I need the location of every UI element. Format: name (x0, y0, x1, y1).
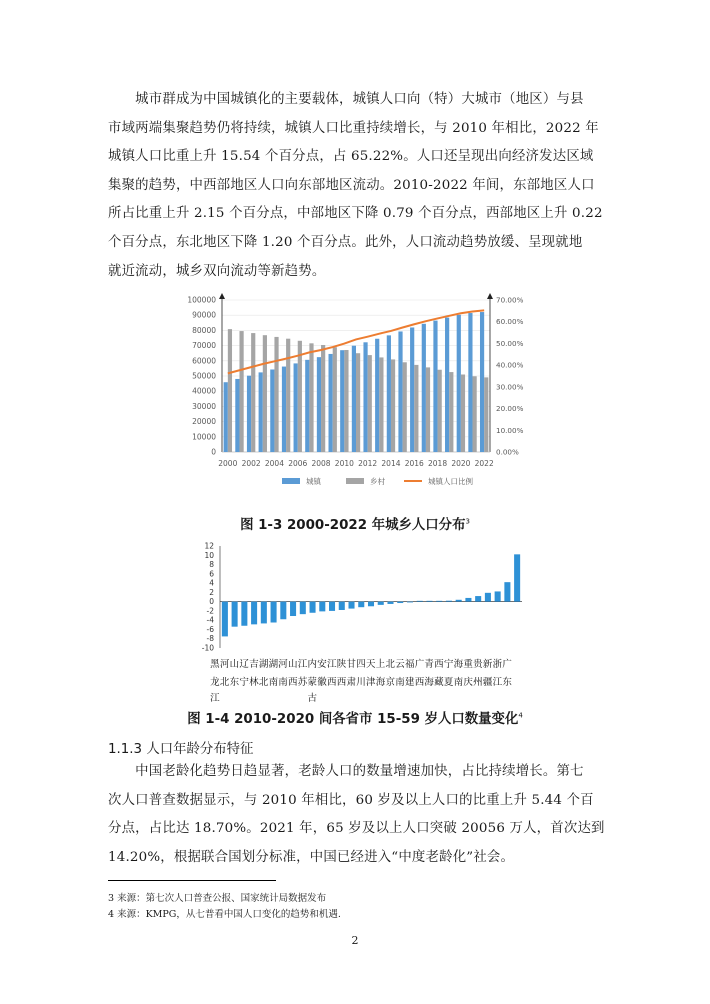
province-label: 庆 (463, 677, 473, 688)
x-tick-label: 2022 (474, 459, 494, 468)
province-label: 肃 (346, 677, 357, 688)
province-bar (378, 602, 384, 605)
province-label: 南 (395, 677, 405, 688)
province-label: 吉 (249, 659, 259, 670)
rural-bar (228, 329, 232, 452)
text-line: 分点，占比达 18.70%。2021 年，65 岁及以上人口突破 20056 万人，首次达到 (108, 821, 605, 837)
urban-bar (270, 369, 274, 452)
province-bar (387, 602, 393, 604)
legend-label: 城镇人口比例 (428, 477, 473, 486)
province-label: 林 (249, 677, 259, 688)
province-label: 山 (288, 659, 298, 670)
figure-2-caption (0, 708, 710, 727)
province-label: 安 (317, 659, 327, 670)
province-label: 青 (424, 659, 434, 670)
urban-bar (235, 379, 239, 452)
footnote-4: 4 来源：KMPG，从七普看中国人口变化的趋势和机遇. (108, 909, 341, 920)
province-bar (358, 602, 364, 608)
province-bar (280, 602, 286, 620)
province-label: 上 (375, 659, 386, 670)
y2-axis-arrow (487, 293, 493, 299)
y-tick-label: -6 (206, 624, 214, 634)
province-label: 蒙 (307, 677, 318, 688)
province-label: 江 (327, 659, 337, 670)
province-bar (436, 601, 442, 602)
province-label: 西 (336, 677, 347, 688)
province-label: 四 (356, 659, 366, 670)
province-label: 山 (229, 659, 240, 670)
province-bar (310, 602, 316, 613)
province-bar (232, 602, 238, 627)
y-tick-label: 20000 (192, 417, 216, 427)
province-bar (485, 593, 491, 602)
province-label: 云 (395, 659, 405, 670)
province-label: 江 (297, 659, 308, 670)
province-bar (495, 591, 501, 601)
urban-bar (340, 350, 344, 452)
province-label: 海 (424, 677, 434, 688)
y-tick-label: 4 (209, 578, 214, 588)
province-population-change-chart (190, 540, 530, 704)
y-tick-label: 60000 (192, 356, 216, 366)
province-label: 江 (492, 677, 503, 688)
urban-bar (457, 315, 461, 452)
text-line: 城市群成为中国城镇化的主要载体，城镇人口向（特）大城市（地区）与县 (108, 92, 584, 107)
y-tick-label: 30000 (192, 401, 216, 411)
urban-bar (375, 339, 379, 452)
province-bar (300, 602, 306, 615)
y2-tick-label: 70.00% (496, 295, 524, 305)
x-tick-label: 2008 (311, 459, 331, 468)
province-bar (319, 602, 325, 612)
province-label: 新 (482, 659, 493, 670)
province-label: 苏 (297, 677, 308, 688)
y-tick-label: 2 (209, 587, 214, 597)
footnote-ref-3: 3 (465, 517, 470, 526)
province-label: 北 (385, 659, 395, 670)
y2-tick-label: 50.00% (496, 338, 524, 348)
x-tick-label: 2020 (451, 459, 471, 468)
intro-paragraph (108, 86, 608, 286)
y-tick-label: 90000 (192, 310, 216, 320)
y-tick-label: 50000 (192, 371, 216, 381)
province-bar (514, 554, 520, 601)
y2-tick-label: 0.00% (496, 447, 519, 457)
urban-bar (468, 313, 472, 452)
rural-bar (403, 362, 407, 452)
province-bar (271, 602, 277, 623)
province-bar (397, 602, 403, 603)
x-tick-label: 2010 (334, 459, 354, 468)
province-label: 江 (210, 693, 220, 704)
province-label: 龙 (210, 677, 220, 688)
province-label: 西 (288, 677, 298, 688)
y2-tick-label: 60.00% (496, 317, 524, 327)
province-label: 徽 (317, 677, 327, 688)
x-tick-label: 2016 (404, 459, 424, 468)
province-label: 河 (278, 659, 288, 670)
y-axis-arrow (219, 293, 225, 299)
province-label: 东 (502, 677, 512, 688)
province-bar (339, 602, 345, 610)
x-tick-label: 2004 (264, 459, 284, 468)
text-line: 就近流动，城乡双向流动等新趋势。 (108, 263, 326, 279)
legend-label: 城镇 (306, 477, 321, 486)
y-tick-label: -4 (206, 615, 214, 625)
page-number: 2 (351, 934, 359, 947)
province-label: 京 (385, 677, 395, 688)
text-line: 个百分点，东北地区下降 1.20 个百分点。此外，人口流动趋势放缓、呈现就地 (108, 234, 583, 250)
province-bar (504, 582, 510, 601)
province-label: 海 (375, 677, 386, 688)
province-label: 贵 (473, 659, 483, 670)
urban-bar (410, 327, 414, 452)
rural-bar (309, 343, 313, 452)
footnote-3: 3 来源：第七次人口普查公报、国家统计局数据发布 (108, 893, 327, 904)
legend-label: 乡村 (370, 477, 385, 486)
y-tick-label: 70000 (192, 341, 216, 351)
urban-bar (422, 324, 426, 452)
text-line: 城镇人口比重上升 15.54 个百分点，占 65.22%。人口还呈现出向经济发达区域 (108, 149, 594, 165)
figure-1-caption-text: 图 1-3 2000-2022 年城乡人口分布 (240, 518, 466, 533)
province-label: 陕 (336, 659, 347, 670)
province-label: 河 (219, 659, 230, 670)
rural-bar (438, 370, 442, 452)
province-bar (465, 598, 471, 602)
text-line: 中国老龄化趋势日趋显著，老龄人口的数量增速加快，占比持续增长。第七 (108, 764, 584, 779)
province-label: 古 (307, 693, 318, 704)
y-tick-label: 12 (204, 541, 214, 551)
province-label: 夏 (443, 677, 454, 688)
province-bar (456, 600, 462, 602)
province-bar (417, 601, 423, 602)
urban-bar (433, 321, 437, 452)
province-label: 宁 (443, 659, 454, 670)
rural-bar (333, 347, 337, 452)
rural-bar (473, 376, 477, 452)
aging-paragraph (108, 758, 608, 872)
rural-bar (449, 372, 453, 452)
section-heading: 1.1.3 人口年龄分布特征 (108, 742, 254, 757)
urban-bar (363, 342, 367, 452)
y-tick-label: 40000 (192, 386, 216, 396)
urban-bar (305, 360, 309, 452)
urban-bar (387, 335, 391, 452)
urban-rural-population-chart (170, 290, 560, 500)
province-bar (446, 601, 452, 602)
province-label: 广 (414, 659, 425, 670)
province-bar (348, 602, 354, 609)
y-tick-label: 8 (209, 560, 214, 570)
province-bar (407, 602, 413, 603)
y2-tick-label: 10.00% (496, 425, 524, 435)
x-tick-label: 2006 (288, 459, 308, 468)
province-label: 津 (365, 677, 376, 688)
rural-bar (251, 333, 255, 452)
urban-bar (294, 363, 298, 452)
province-bar (241, 602, 247, 626)
urban-bar (352, 346, 356, 452)
province-label: 甘 (346, 659, 357, 670)
province-label: 广 (502, 659, 512, 670)
text-line: 集聚的趋势，中西部地区人口向东部地区流动。2010-2022 年间，东部地区人口 (108, 177, 595, 193)
x-tick-label: 2014 (381, 459, 401, 468)
rural-bar (484, 377, 488, 452)
rural-bar (391, 359, 395, 452)
province-bar (475, 596, 481, 602)
footnote-divider (108, 880, 276, 881)
rural-bar (426, 367, 430, 452)
urban-bar (480, 312, 484, 452)
province-label: 州 (473, 677, 483, 688)
rural-bar (344, 350, 348, 452)
province-label: 海 (453, 659, 464, 670)
province-bar (368, 602, 374, 607)
legend-swatch (282, 478, 300, 484)
rural-bar (368, 355, 372, 452)
province-label: 天 (365, 659, 376, 670)
rural-bar (321, 345, 325, 452)
y-tick-label: 0 (209, 597, 214, 607)
province-bar (251, 602, 257, 625)
urban-bar (398, 331, 402, 452)
rural-bar (274, 337, 278, 452)
y-tick-label: -10 (201, 643, 214, 653)
province-label: 湖 (258, 659, 269, 670)
figure-1-caption (0, 514, 710, 533)
y2-tick-label: 20.00% (496, 404, 524, 414)
urban-bar (282, 367, 286, 452)
province-label: 川 (356, 677, 366, 688)
urban-bar (329, 354, 333, 452)
rural-bar (263, 335, 267, 452)
rural-bar (379, 357, 383, 452)
text-line: 市域两端集聚趋势仍将持续，城镇人口比重持续增长，与 2010 年相比，2022 年 (108, 120, 599, 136)
province-label: 北 (219, 677, 230, 688)
province-bar (261, 602, 267, 624)
x-tick-label: 2000 (218, 459, 238, 468)
province-label: 西 (434, 659, 444, 670)
text-line: 14.20%，根据联合国划分标准，中国已经进入“中度老龄化”社会。 (108, 849, 515, 865)
y-tick-label: -2 (206, 606, 214, 616)
rural-bar (461, 374, 465, 452)
legend-swatch (346, 478, 364, 484)
province-label: 西 (414, 677, 425, 688)
province-label: 重 (463, 659, 473, 670)
province-label: 东 (229, 677, 240, 688)
province-bar (329, 602, 335, 611)
province-label: 南 (268, 677, 279, 688)
urban-bar (317, 357, 321, 452)
province-label: 福 (404, 659, 415, 670)
province-label: 湖 (268, 659, 279, 670)
province-label: 疆 (482, 677, 493, 688)
urban-bar (247, 376, 251, 452)
province-label: 藏 (434, 677, 444, 688)
province-bar (426, 601, 432, 602)
figure-2-caption-text: 图 1-4 2010-2020 间各省市 15-59 岁人口数量变化 (187, 712, 519, 727)
rural-bar (414, 365, 418, 452)
text-line: 所占比重上升 2.15 个百分点，中部地区下降 0.79 个百分点，西部地区上升 0.22 (108, 206, 603, 222)
province-label: 建 (404, 677, 415, 688)
text-line: 次人口普查数据显示，与 2010 年相比，60 岁及以上人口的比重上升 5.44 个百 (108, 792, 594, 808)
y-tick-label: 0 (211, 447, 216, 457)
x-tick-label: 2012 (358, 459, 378, 468)
rural-bar (239, 331, 243, 452)
footnote-ref-4: 4 (518, 711, 523, 720)
x-tick-label: 2018 (428, 459, 448, 468)
y-tick-label: -8 (206, 634, 214, 644)
province-label: 南 (278, 677, 288, 688)
y-tick-label: 6 (209, 569, 214, 579)
urban-bar (445, 318, 449, 452)
x-tick-label: 2002 (241, 459, 261, 468)
province-label: 黑 (210, 659, 220, 670)
province-label: 宁 (239, 677, 249, 688)
province-label: 西 (327, 677, 337, 688)
province-label: 辽 (239, 659, 249, 670)
y-tick-label: 10000 (192, 432, 216, 442)
urban-bar (224, 382, 228, 452)
province-bar (290, 602, 296, 616)
province-bar (222, 602, 228, 637)
rural-bar (356, 353, 360, 452)
province-label: 南 (453, 677, 464, 688)
y-tick-label: 80000 (192, 325, 216, 335)
urban-bar (259, 372, 263, 452)
rural-bar (286, 339, 290, 452)
y2-tick-label: 30.00% (496, 382, 524, 392)
province-label: 内 (307, 659, 318, 670)
province-label: 北 (258, 677, 269, 688)
province-label: 浙 (492, 659, 503, 670)
y2-tick-label: 40.00% (496, 360, 524, 370)
rural-bar (298, 341, 302, 452)
y-tick-label: 100000 (187, 295, 216, 305)
y-tick-label: 10 (204, 550, 214, 560)
